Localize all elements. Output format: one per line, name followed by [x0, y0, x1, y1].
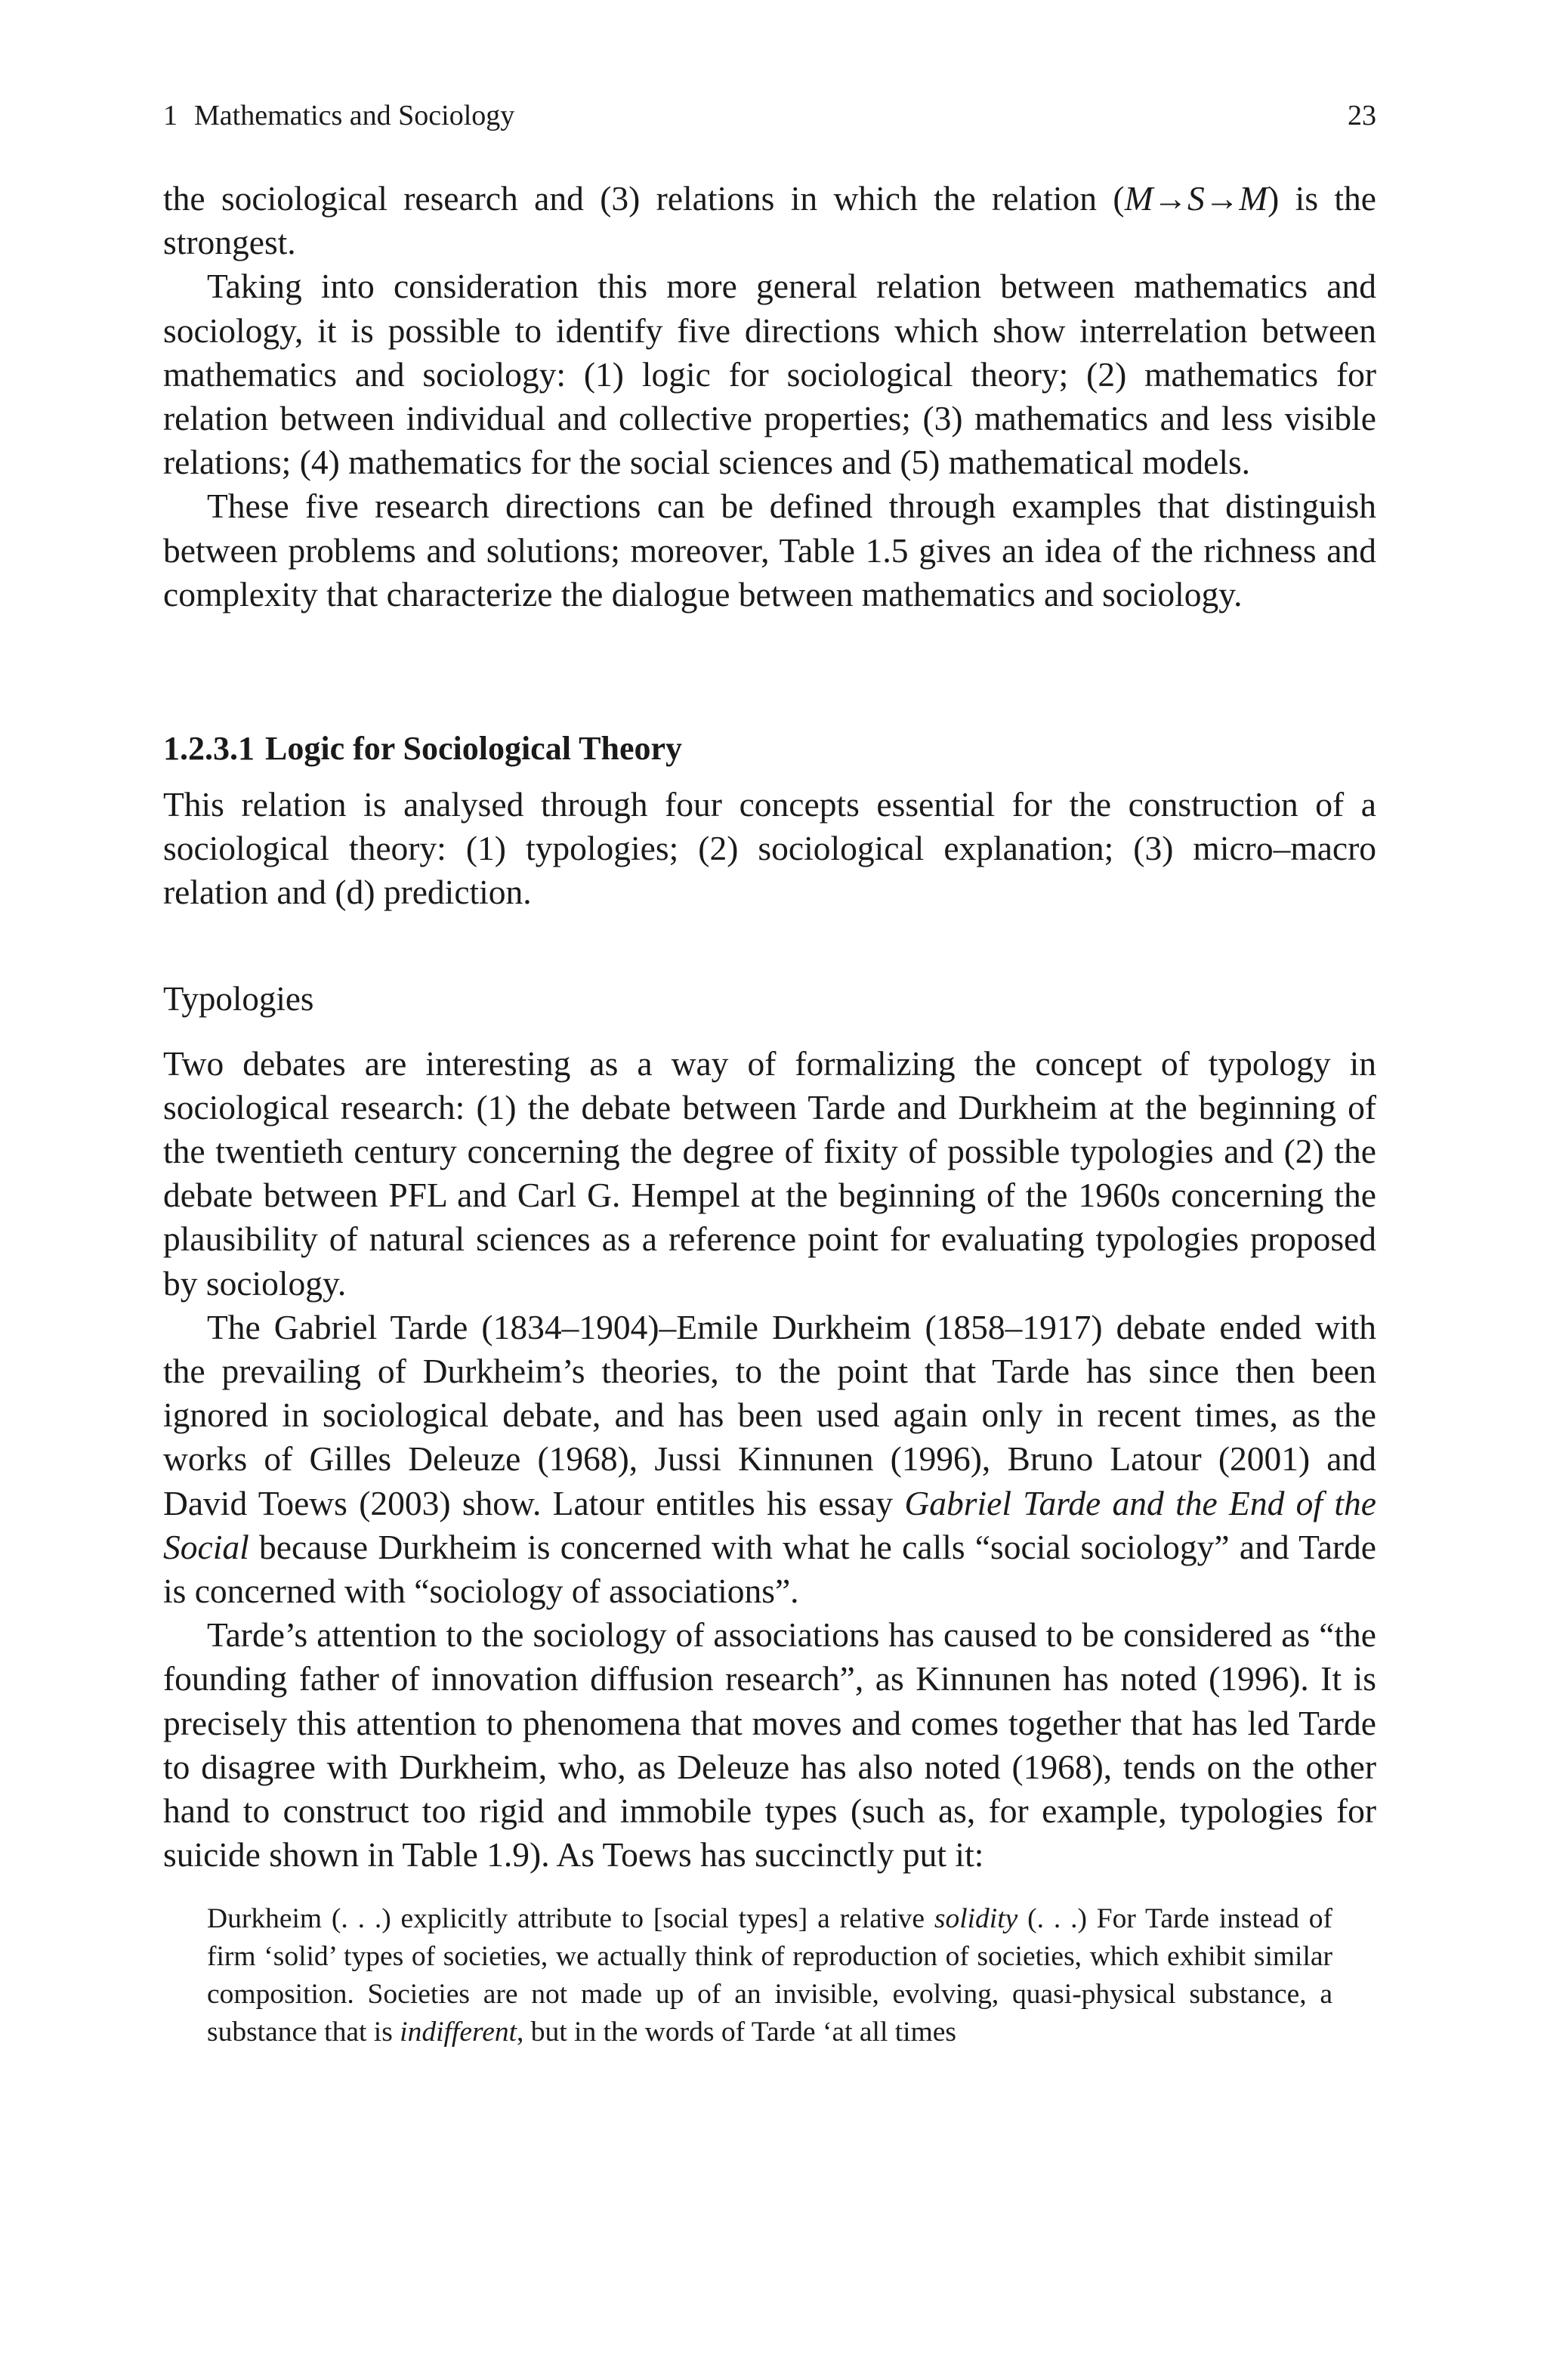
- body-text: [163, 177, 1376, 2051]
- section-intro: This relation is analysed through four concepts essential for the construction of a sociological theory: (1) typologies; (2) sociological explanation; (3) micro–macro relation and (d) prediction.: [163, 785, 1376, 912]
- block-quote: [207, 1900, 1332, 2051]
- paragraph-research-directions: These five research directions can be defined through examples that distinguish between problems and solutions; moreover, Table 1.5 gives an idea of the richness and complexity that characterize the dialogue between mathematics and sociology.: [163, 487, 1376, 614]
- chapter-number: 1: [163, 100, 178, 131]
- section-heading: [163, 727, 1376, 771]
- page-number: 23: [1348, 100, 1376, 131]
- section-title: Logic for Sociological Theory: [265, 730, 682, 768]
- essay-title: Gabriel Tarde and the End of the Social: [163, 1483, 1376, 1566]
- quote-text: , but in the words of Tarde ‘at all times: [517, 2016, 956, 2048]
- chapter-title: Mathematics and Sociology: [194, 100, 515, 131]
- paragraph-text: ) is the strongest.: [163, 179, 1377, 262]
- subsection-heading: Typologies: [163, 979, 314, 1018]
- running-head-chapter: [163, 97, 514, 134]
- running-head: [163, 97, 1376, 134]
- quote-emphasis: solidity: [934, 1902, 1018, 1934]
- section-number: 1.2.3.1: [163, 730, 255, 768]
- relation-formula: M→S→M: [1124, 179, 1268, 218]
- quote-emphasis: indifferent: [400, 2016, 517, 2048]
- paragraph-tarde-durkheim: [163, 1306, 1376, 1613]
- paragraph-text: The Gabriel Tarde (1834–1904)–Emile Durkheim (1858–1917) debate ended with the prevailing of Durkheim’s theories, to the point that Tarde has since then been ignored in sociological debate, and has been used again only in recent times, as the works of Gilles Deleuze (1968), Jussi Kinnunen (1996), Bruno Latour (2001) and David Toews (2003) show. Latour entitles his essay: [163, 1307, 1376, 1522]
- paragraph-two-debates: Two debates are interesting as a way of formalizing the concept of typology in sociological research: (1) the debate between Tarde and Durkheim at the beginning of the twentieth century concerning the degree of fixity of possible typologies and (2) the debate between PFL and Carl G. Hempel at the beginning of the 1960s concerning the plausibility of natural sciences as a reference point for evaluating typologies proposed by sociology.: [163, 1043, 1376, 1303]
- paragraph-text: the sociological research and (3) relations in which the relation (: [163, 179, 1125, 218]
- paragraph-associations: Tarde’s attention to the sociology of associations has caused to be considered as “the founding father of innovation diffusion research”, as Kinnunen has noted (1996). It is precisely this attention to phenomena that moves and comes together that has led Tarde to disagree with Durkheim, who, as Deleuze has also noted (1968), tends on the other hand to construct too rigid and immobile types (such as, for example, typologies for suicide shown in Table 1.9). As Toews has succinctly put it:: [163, 1615, 1376, 1875]
- paragraph-continued: [163, 177, 1376, 264]
- paragraph-text: because Durkheim is concerned with what he calls “social sociology” and Tarde is concerned with “sociology of associations”.: [163, 1527, 1376, 1611]
- quote-text: (. . .) For Tarde instead of firm ‘solid’ types of societies, we actually think of reproduction of societies, which exhibit similar composition. Societies are not made up of an invisible, evolving, quasi-physical substance, a substance that is: [207, 1902, 1332, 2048]
- quote-text: Durkheim (. . .) explicitly attribute to [social types] a relative: [207, 1902, 934, 1934]
- paragraph-five-directions: Taking into consideration this more general relation between mathematics and sociology, it is possible to identify five directions which show interrelation between mathematics and sociology: (1) logic for sociological theory; (2) mathematics for relation between individual and collective properties; (3) mathematics and less visible relations; (4) mathematics for the social sciences and (5) mathematical models.: [163, 267, 1376, 482]
